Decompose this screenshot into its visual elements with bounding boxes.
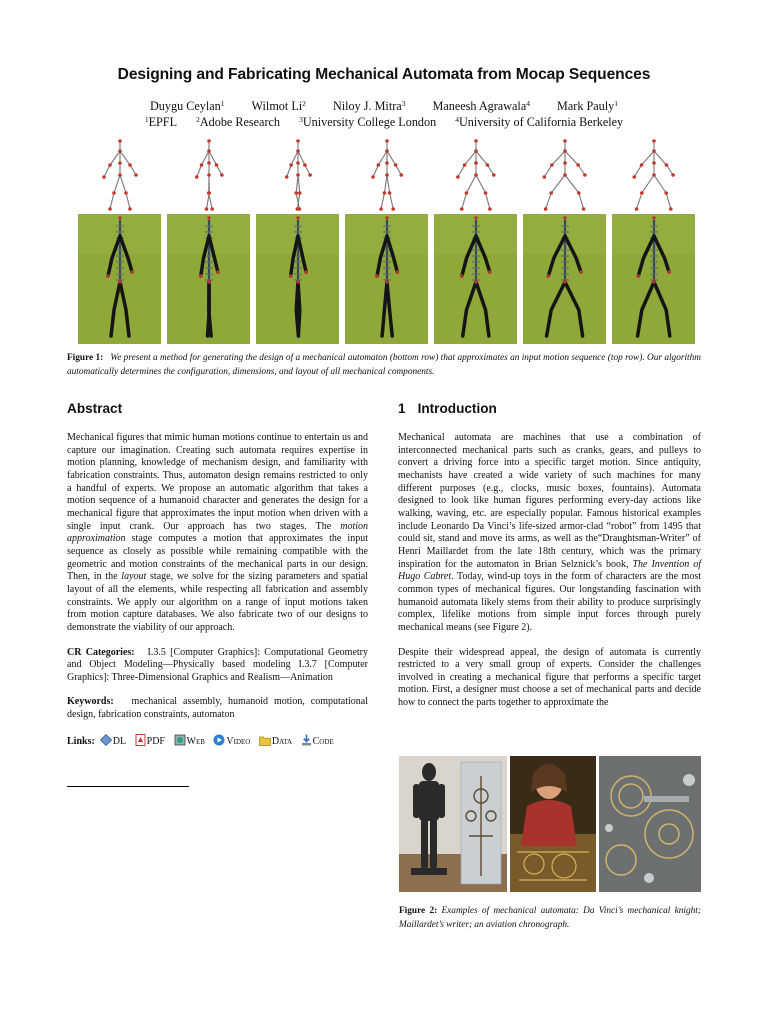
- figure1-caption: [67, 351, 701, 379]
- automaton-frame: [78, 214, 161, 344]
- skeleton-pose: [523, 137, 606, 213]
- author: Mark Pauly$^1$: [557, 99, 618, 113]
- link-web[interactable]: Web: [174, 736, 205, 747]
- link-pdf[interactable]: PDF: [135, 736, 165, 747]
- keywords: Keywords: mechanical assembly, humanoid motion, computational design, fabrication constraints, automaton: [67, 696, 369, 721]
- skeleton-pose: [612, 137, 695, 213]
- affiliation: $^4$University of California Berkeley: [455, 115, 624, 129]
- links-row: [67, 734, 368, 749]
- section-title: Introduction: [417, 401, 497, 416]
- pdf-icon: [135, 734, 146, 746]
- footnote-rule: [67, 786, 189, 787]
- figure1-automaton-row: [78, 214, 698, 344]
- cr-categories: CR Categories: I.3.5 [Computer Graphics]: Computational Geometry and Object Modeling—Physically based modeling I.3.7 [Computer Graphics]: Three-Dimensional Graphics and Realism—Animation: [67, 646, 368, 683]
- figure2-text: Examples of mechanical automata: Da Vinci’s mechanical knight; Maillardet’s writer; an aviation chronograph.: [399, 906, 701, 930]
- figure2-label: Figure 2:: [399, 906, 438, 916]
- skeleton-pose: [434, 137, 517, 213]
- skeleton-pose: [256, 137, 339, 213]
- writer-photo: [510, 756, 596, 892]
- figure1-text: We present a method for generating the design of a mechanical automaton (bottom row) that approximates an input motion sequence (top row). Our algorithm automatically determines the configuration, dimensions, and layout of all mechanical components.: [67, 353, 701, 377]
- link-dl[interactable]: DL: [100, 736, 126, 747]
- author-block: [0, 98, 768, 130]
- figure1-skeleton-row: [78, 137, 698, 213]
- affiliation: $^1$EPFL: [144, 115, 178, 129]
- author: Duygu Ceylan$^1$: [149, 99, 225, 113]
- figure2-caption: [399, 905, 701, 932]
- automaton-frame: [523, 214, 606, 344]
- figure1-label: Figure 1:: [67, 353, 104, 363]
- skeleton-pose: [167, 137, 250, 213]
- links-label: Links:: [67, 735, 95, 747]
- introduction-heading: [398, 401, 497, 416]
- figure2-image: [399, 756, 701, 892]
- video-icon: [213, 734, 225, 746]
- section-number: 1: [398, 401, 406, 416]
- skeleton-pose: [78, 137, 161, 213]
- affiliation: $^3$University College London: [299, 115, 437, 129]
- affiliation: $^2$Adobe Research: [196, 115, 281, 129]
- automaton-frame: [345, 214, 428, 344]
- automaton-frame: [434, 214, 517, 344]
- author: Wilmot Li$^2$: [251, 99, 306, 113]
- abstract-heading: Abstract: [67, 401, 123, 416]
- download-icon: [301, 734, 312, 746]
- web-icon: [174, 734, 186, 746]
- left-column: [67, 432, 368, 748]
- automaton-frame: [256, 214, 339, 344]
- automaton-frame: [167, 214, 250, 344]
- author-list: [0, 98, 768, 114]
- abstract-paragraph: Mechanical figures that mimic human motions continue to entertain us and capture our imagination. Creating such automata requires expertise in motion planning, knowledge of mechanism design, and familiarity with fabrication constraints. Thus, automaton design remains restricted to only a handful of experts. We propose an automatic algorithm that takes a motion sequence of a humanoid character and generates the design for a mechanical figure that approximates the input motion when driven with a single input crank. Our approach has two stages. The motion approximation stage computes a motion that approximates the input sequence as closely as possible while remaining compatible with the geometric and motion constraints of the mechanical parts in our design. Then, in the layout stage, we solve for the sizing parameters and spatial layout of all the elements, while respecting all fabrication and assembly constraints. We apply our algorithm on a range of input motions taken from motion capture databases. We also fabricate two of our designs to demonstrate the viability of our approach.: [67, 432, 369, 633]
- author: Niloy J. Mitra$^3$: [332, 99, 406, 113]
- link-code[interactable]: Code: [301, 736, 334, 747]
- automaton-frame: [612, 214, 695, 344]
- skeleton-pose: [345, 137, 428, 213]
- link-video[interactable]: Video: [213, 736, 250, 747]
- intro-paragraph: Despite their widespread appeal, the design of automata is currently restricted to a very small group of experts. Consider the challenges involved in creating a mechanical figure that performs a specific target motion. First, a designer must choose a set of mechanical parts and decide how to connect the parts together to approximate the: [398, 646, 701, 709]
- link-data[interactable]: Data: [259, 736, 292, 747]
- right-column: [398, 432, 701, 710]
- chronograph-photo: [599, 756, 701, 892]
- dl-icon: [100, 734, 112, 746]
- paper-title: Designing and Fabricating Mechanical Automata from Mocap Sequences: [117, 66, 651, 83]
- folder-icon: [259, 735, 271, 746]
- author: Maneesh Agrawala$^4$: [432, 99, 530, 113]
- knight-photo: [399, 756, 507, 892]
- affiliation-list: [0, 114, 768, 130]
- intro-paragraph: Mechanical automata are machines that use a combination of interconnected mechanical parts such as cranks, gears, and pulleys to convert a driving force into a specific target motion. Since antiquity, mechanists have created a wide variety of such machines for many different purposes (e.g., clocks, music boxes, fountains). Automata designed to look like human figures performing every-day actions like walking, waving, etc. are especially popular. Famous historical examples include Leonardo Da Vinci’s life-sized armor-clad “robot” from 1495 that could sit, stand and move its arms, as well as the“Draughtsman-Writer” of Henri Maillardet from the late 18th century, which was the primary inspiration for the automaton in Brian Selznick’s book, The Invention of Hugo Cabret. Today, wind-up toys in the form of characters are the most common types of mechanical figures. Our longstanding fascination with humanoid automata likely stems from their ability to produce surprisingly complex, lifelike motions from simple input forces through purely mechanical means (see Figure 2).: [398, 432, 701, 633]
